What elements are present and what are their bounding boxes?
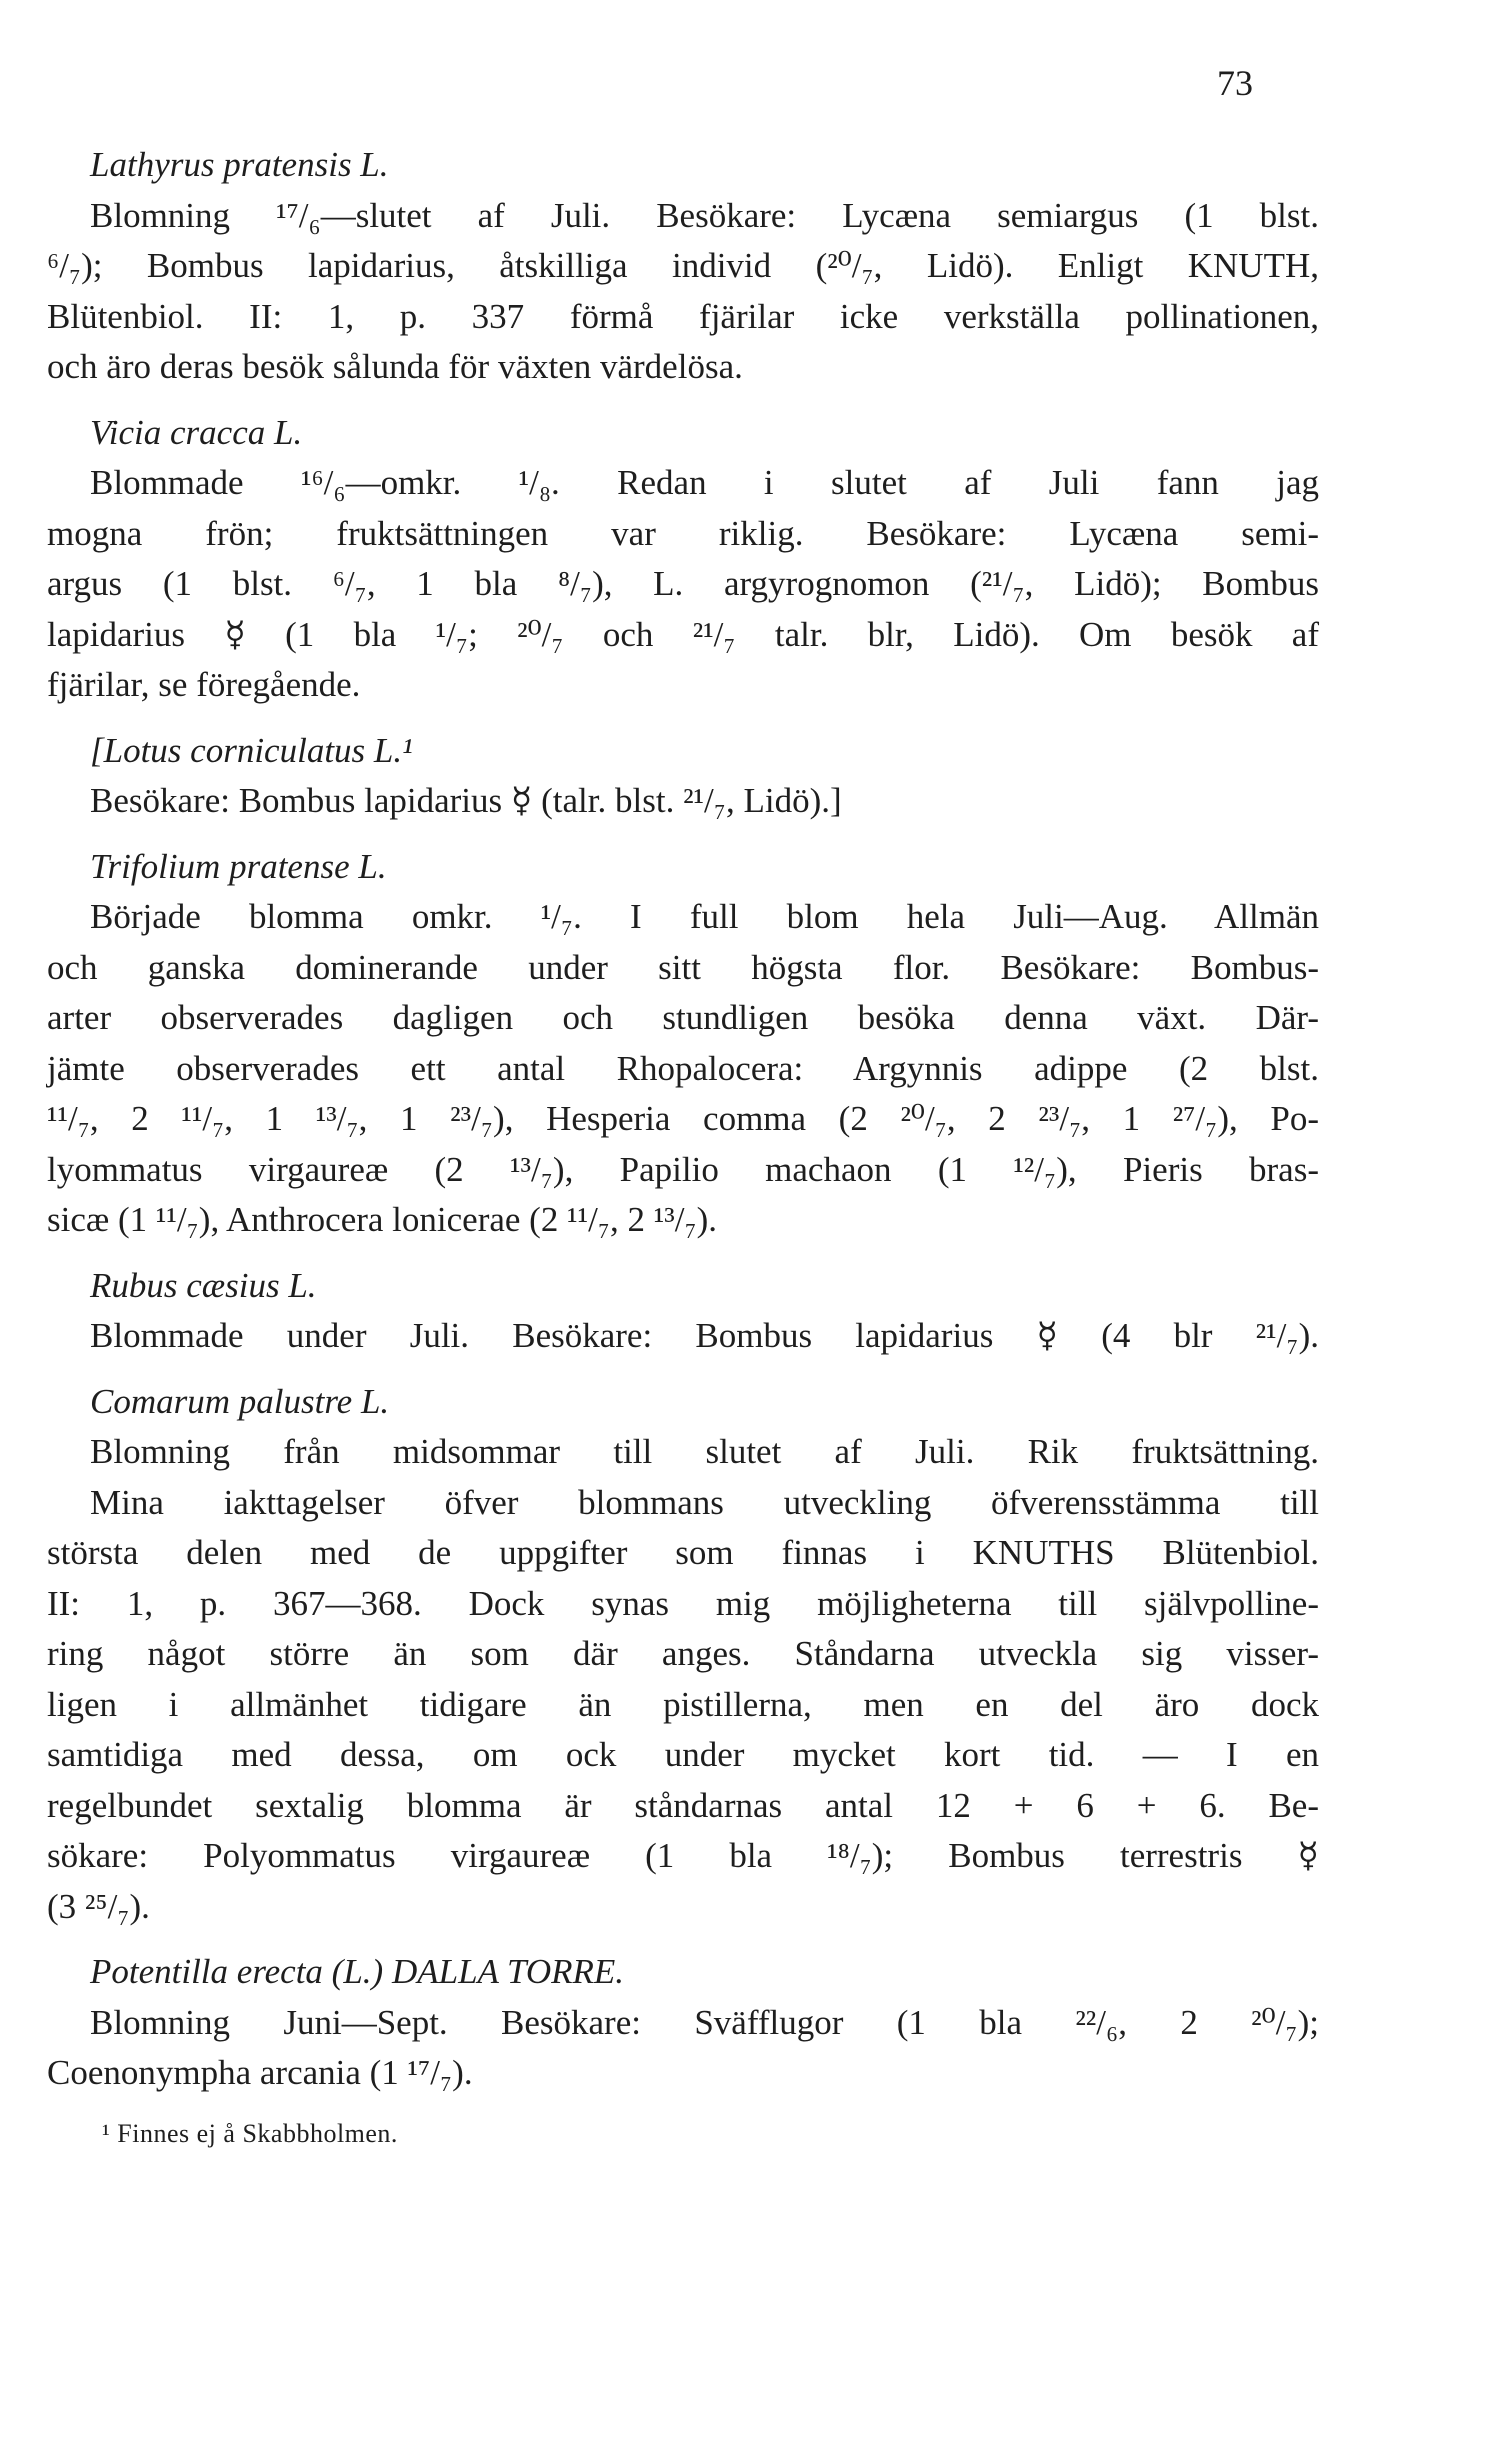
section-gap [47,827,1319,842]
text-line: arter observerades dagligen och stundligen besöka denna växt. Där- [47,998,1319,1037]
text-line: Coenonympha arcania (1 ¹⁷/₇). [47,2053,473,2092]
text-line: Blommade under Juli. Besökare: Bombus lapidarius ☿ (4 blr ²¹/₇). [90,1316,1319,1355]
species-entry [47,1261,1319,1362]
text-line: fjärilar, se föregående. [47,665,361,704]
text-line: och ganska dominerande under sitt högsta flor. Besökare: Bombus- [47,947,1319,987]
species-entry [47,408,1319,711]
page-text [47,140,1319,2154]
text-line: (3 ²⁵/₇). [47,1886,150,1926]
species-entry [47,140,1319,393]
text-line: II: 1, p. 367—368. Dock synas mig möjligheterna till självpolline- [47,1583,1319,1623]
text-line: ¹¹/₇, 2 ¹¹/₇, 1 ¹³/₇, 1 ²³/₇), Hesperia comma (2 ²⁰/₇, 2 ²³/₇, 1 ²⁷/₇), Po- [47,1099,1319,1138]
text-line: ⁶/₇); Bombus lapidarius, åtskilliga individ (²⁰/₇, Lidö). Enligt KNUTH, [47,246,1319,285]
species-heading: Trifolium pratense L. [90,846,387,886]
species-entry [47,1947,1319,2099]
text-line: ring något större än som där anges. Ståndarna utveckla sig visser- [47,1634,1319,1673]
species-heading: Rubus cæsius L. [90,1265,317,1305]
text-line: jämte observerades ett antal Rhopalocera: Argynnis adippe (2 blst. [47,1048,1319,1088]
text-line: Blommade ¹⁶/₆—omkr. ¹/₈. Redan i slutet af Juli fann jag [90,463,1319,502]
text-line: och äro deras besök sålunda för växten värdelösa. [47,347,743,386]
species-heading: Vicia cracca L. [90,412,303,452]
text-line: största delen med de uppgifter som finnas i KNUTHS Blütenbiol. [47,1533,1319,1572]
text-line: Blomning Juni—Sept. Besökare: Sväfflugor (1 bla ²²/₆, 2 ²⁰/₇); [90,2002,1319,2042]
text-line: Mina iakttagelser öfver blommans utveckling öfverensstämma till [90,1482,1319,1522]
text-line: Blomning ¹⁷/₆—slutet af Juli. Besökare: Lycæna semiargus (1 blst. [90,195,1319,235]
section-gap [47,393,1319,408]
species-heading: [Lotus corniculatus L.¹ [90,730,413,770]
footnote: ¹ Finnes ej å Skabbholmen. [102,2118,398,2148]
text-line: argus (1 blst. ⁶/₇, 1 bla ⁸/₇), L. argyrognomon (²¹/₇, Lidö); Bombus [47,564,1319,603]
text-line: Blomning från midsommar till slutet af Juli. Rik fruktsättning. [90,1432,1319,1471]
species-heading: Potentilla erecta (L.) DALLA TORRE. [90,1952,625,1991]
page-number: 73 [1217,63,1253,103]
text-line: mogna frön; fruktsättningen var riklig. Besökare: Lycæna semi- [47,513,1319,553]
section-gap [47,2099,1319,2114]
text-line: regelbundet sextalig blomma är ståndarnas antal 12 + 6 + 6. Be- [47,1785,1319,1825]
text-line: lyommatus virgaureæ (2 ¹³/₇), Papilio machaon (1 ¹²/₇), Pieris bras- [47,1149,1319,1189]
text-line: sökare: Polyommatus virgaureæ (1 bla ¹⁸/₇); Bombus terrestris ☿ [47,1836,1319,1875]
text-line: Blütenbiol. II: 1, p. 337 förmå fjärilar icke verkställa pollinationen, [47,296,1319,336]
species-heading: Comarum palustre L. [90,1381,390,1421]
text-line: samtidiga med dessa, om ock under mycket kort tid. — I en [47,1735,1319,1774]
section-gap [47,1362,1319,1377]
section-gap [47,1246,1319,1261]
text-line: Började blomma omkr. ¹/₇. I full blom hela Juli—Aug. Allmän [90,897,1319,936]
species-entry [47,842,1319,1246]
species-heading: Lathyrus pratensis L. [90,145,389,184]
text-line: sicæ (1 ¹¹/₇), Anthrocera lonicerae (2 ¹¹/₇, 2 ¹³/₇). [47,1200,718,1239]
section-gap [47,711,1319,726]
section-gap [47,1932,1319,1947]
species-entry [47,726,1319,827]
text-line: Besökare: Bombus lapidarius ☿ (talr. blst. ²¹/₇, Lidö).] [90,781,842,820]
species-entry [47,1377,1319,1933]
text-line: lapidarius ☿ (1 bla ¹/₇; ²⁰/₇ och ²¹/₇ talr. blr, Lidö). Om besök af [47,614,1319,654]
text-line: ligen i allmänhet tidigare än pistillerna, men en del äro dock [47,1684,1319,1724]
